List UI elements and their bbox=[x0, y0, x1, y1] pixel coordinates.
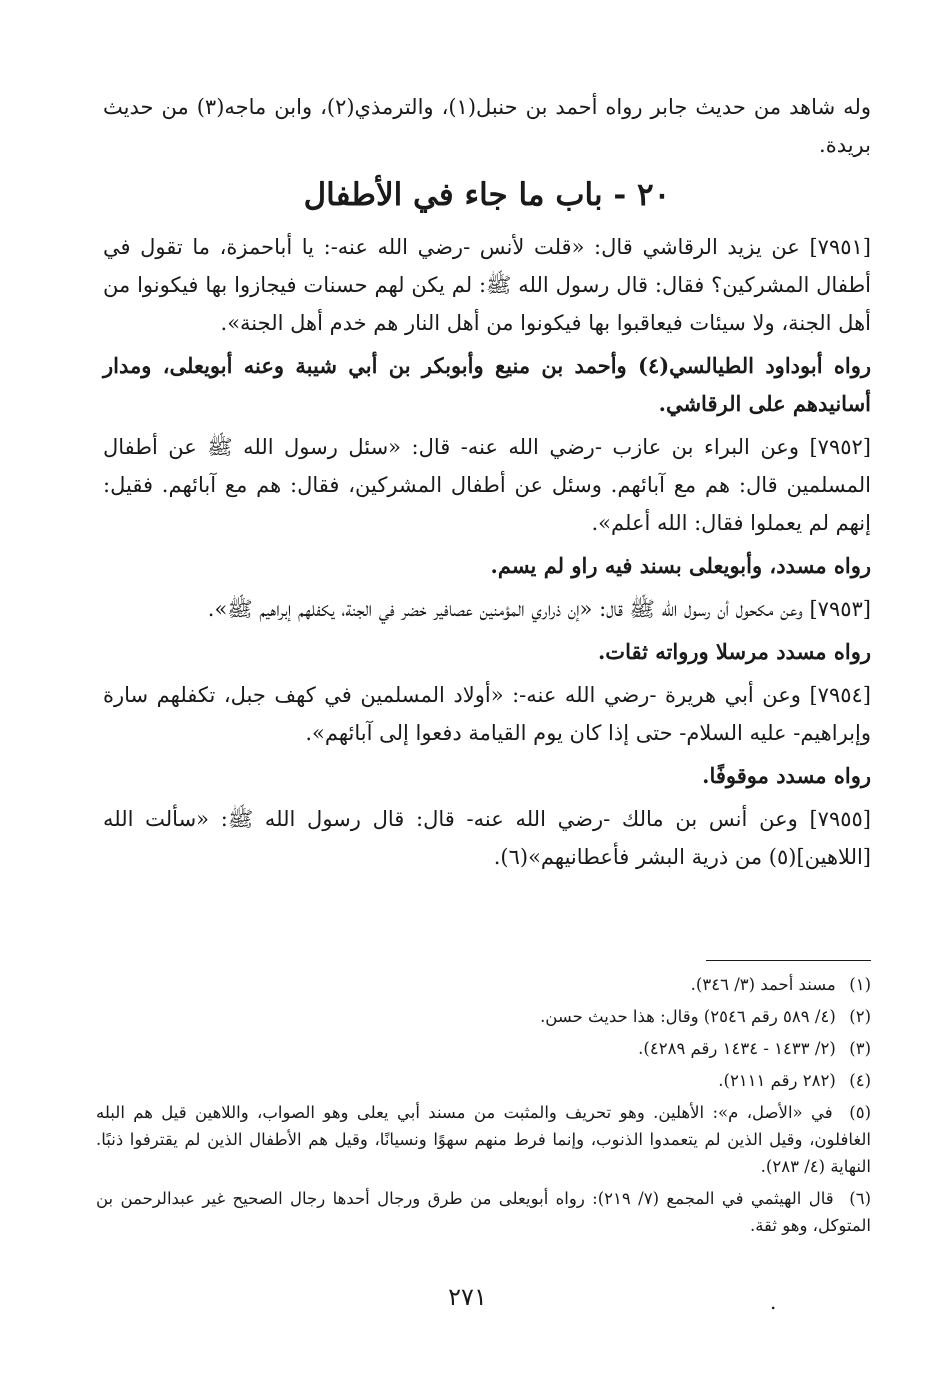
hadith-number: [٧٩٥٢] bbox=[809, 435, 871, 459]
hadith-source: رواه مسدد موقوفًا. bbox=[702, 763, 871, 788]
footnotes bbox=[96, 960, 871, 1244]
footnote-label: (٤) bbox=[849, 1071, 871, 1090]
hadith-text: عن يزيد الرقاشي قال: «قلت لأنس -رضي الله عنه-: يا أباحمزة، ما تقول في أطفال المشركين؟ فقال: قال رسول الله ﷺ: لم يكن لهم حسنات فيجازوا بها فيكونوا من أهل الجنة، ولا سيئات فيعاقبوا بها فيكونوا من أهل النار هم خدم أهل الجنة». bbox=[103, 235, 871, 335]
footnote-label: (٦) bbox=[849, 1189, 871, 1208]
hadith-source: رواه مسدد، وأبويعلى بسند فيه راو لم يسم. bbox=[490, 553, 871, 578]
footnote-4 bbox=[96, 1067, 871, 1094]
hadith-number: [٧٩٥٥] bbox=[809, 807, 871, 831]
footnote-2 bbox=[96, 1003, 871, 1030]
footnote-text: (٢٨٢ رقم ٢١١١). bbox=[718, 1071, 836, 1090]
margin-mark: . bbox=[770, 1290, 777, 1314]
hadith-entry-7953 bbox=[103, 590, 871, 628]
hadith-entry-7952 bbox=[103, 428, 871, 542]
footnote-6 bbox=[96, 1185, 871, 1239]
footnote-divider bbox=[706, 960, 871, 961]
footnote-text: (٢/ ١٤٣٣ - ١٤٣٤ رقم ٤٢٨٩). bbox=[638, 1039, 836, 1058]
footnote-1 bbox=[96, 971, 871, 998]
hadith-number: [٧٩٥٤] bbox=[809, 683, 871, 707]
intro-paragraph: وله شاهد من حديث جابر رواه أحمد بن حنبل(١)، والترمذي(٢)، وابن ماجه(٣) من حديث بريدة. bbox=[103, 95, 871, 157]
hadith-text: وعن البراء بن عازب -رضي الله عنه- قال: «سئل رسول الله ﷺ عن أطفال المسلمين قال: هم مع آبائهم. وسئل عن أطفال المشركين، فقال: هم مع آبائهم. فقيل: إنهم لم يعملوا فقال: الله أعلم». bbox=[103, 435, 871, 535]
chapter-title: ٢٠ - باب ما جاء في الأطفال bbox=[303, 177, 671, 213]
footnote-3 bbox=[96, 1035, 871, 1062]
hadith-text: وعن أنس بن مالك -رضي الله عنه- قال: قال رسول الله ﷺ: «سألت الله [اللاهين](٥) من ذرية البشر فأعطانيهم»(٦). bbox=[103, 807, 871, 869]
hadith-number: [٧٩٥١] bbox=[809, 235, 871, 259]
footnote-text: مسند أحمد (٣/ ٣٤٦). bbox=[690, 975, 836, 994]
footnote-label: (٢) bbox=[849, 1007, 871, 1026]
hadith-entry-7955 bbox=[103, 800, 871, 876]
footnote-label: (٣) bbox=[849, 1039, 871, 1058]
footnote-text: قال الهيثمي في المجمع (٧/ ٢١٩): رواه أبويعلى من طرق ورجال أحدها رجال الصحيح غير عبدالرحمن بن المتوكل، وهو ثقة. bbox=[96, 1189, 871, 1235]
footnote-text: في «الأصل، م»: الأهلين. وهو تحريف والمثبت من مسند أبي يعلى وهو الصواب، واللاهين قيل هم البله الغافلون، وقيل الذين لم يتعمدوا الذنوب، وإنما فرط منهم سهوًا ونسيانًا، وقيل هم الأطفال الذين لم يقترفوا ذنبًا. النهاية (٤/ ٢٨٣). bbox=[96, 1103, 871, 1176]
page-number: ٢٧١ bbox=[448, 1283, 487, 1311]
hadith-source: رواه أبوداود الطيالسي(٤) وأحمد بن منيع وأبوبكر بن أبي شيبة وعنه أبويعلى، ومدار أسانيدهم على الرقاشي. bbox=[103, 353, 871, 416]
footnote-label: (٥) bbox=[849, 1103, 872, 1122]
hadith-source: رواه مسدد مرسلا ورواته ثقات. bbox=[598, 639, 871, 664]
hadith-entry-7951 bbox=[103, 228, 871, 342]
hadith-number: [٧٩٥٣] bbox=[809, 597, 871, 621]
main-text bbox=[103, 88, 871, 881]
hadith-text: وعن أبي هريرة -رضي الله عنه-: «أولاد المسلمين في كهف جبل، تكفلهم سارة وإبراهيم- عليه السلام- حتى إذا كان يوم القيامة دفعوا إلى آبائهم». bbox=[103, 683, 871, 745]
hadith-text: وعن مكحول أن رسول الله ﷺ قال: «إن ذراري المؤمنين عصافير خضر في الجنة، يكفلهم إبراهيم ﷺ». bbox=[207, 597, 803, 621]
hadith-entry-7954 bbox=[103, 676, 871, 752]
footnote-label: (١) bbox=[849, 975, 871, 994]
footnote-text: (٤/ ٥٨٩ رقم ٢٥٤٦) وقال: هذا حديث حسن. bbox=[540, 1007, 836, 1026]
footnote-5 bbox=[96, 1099, 871, 1180]
